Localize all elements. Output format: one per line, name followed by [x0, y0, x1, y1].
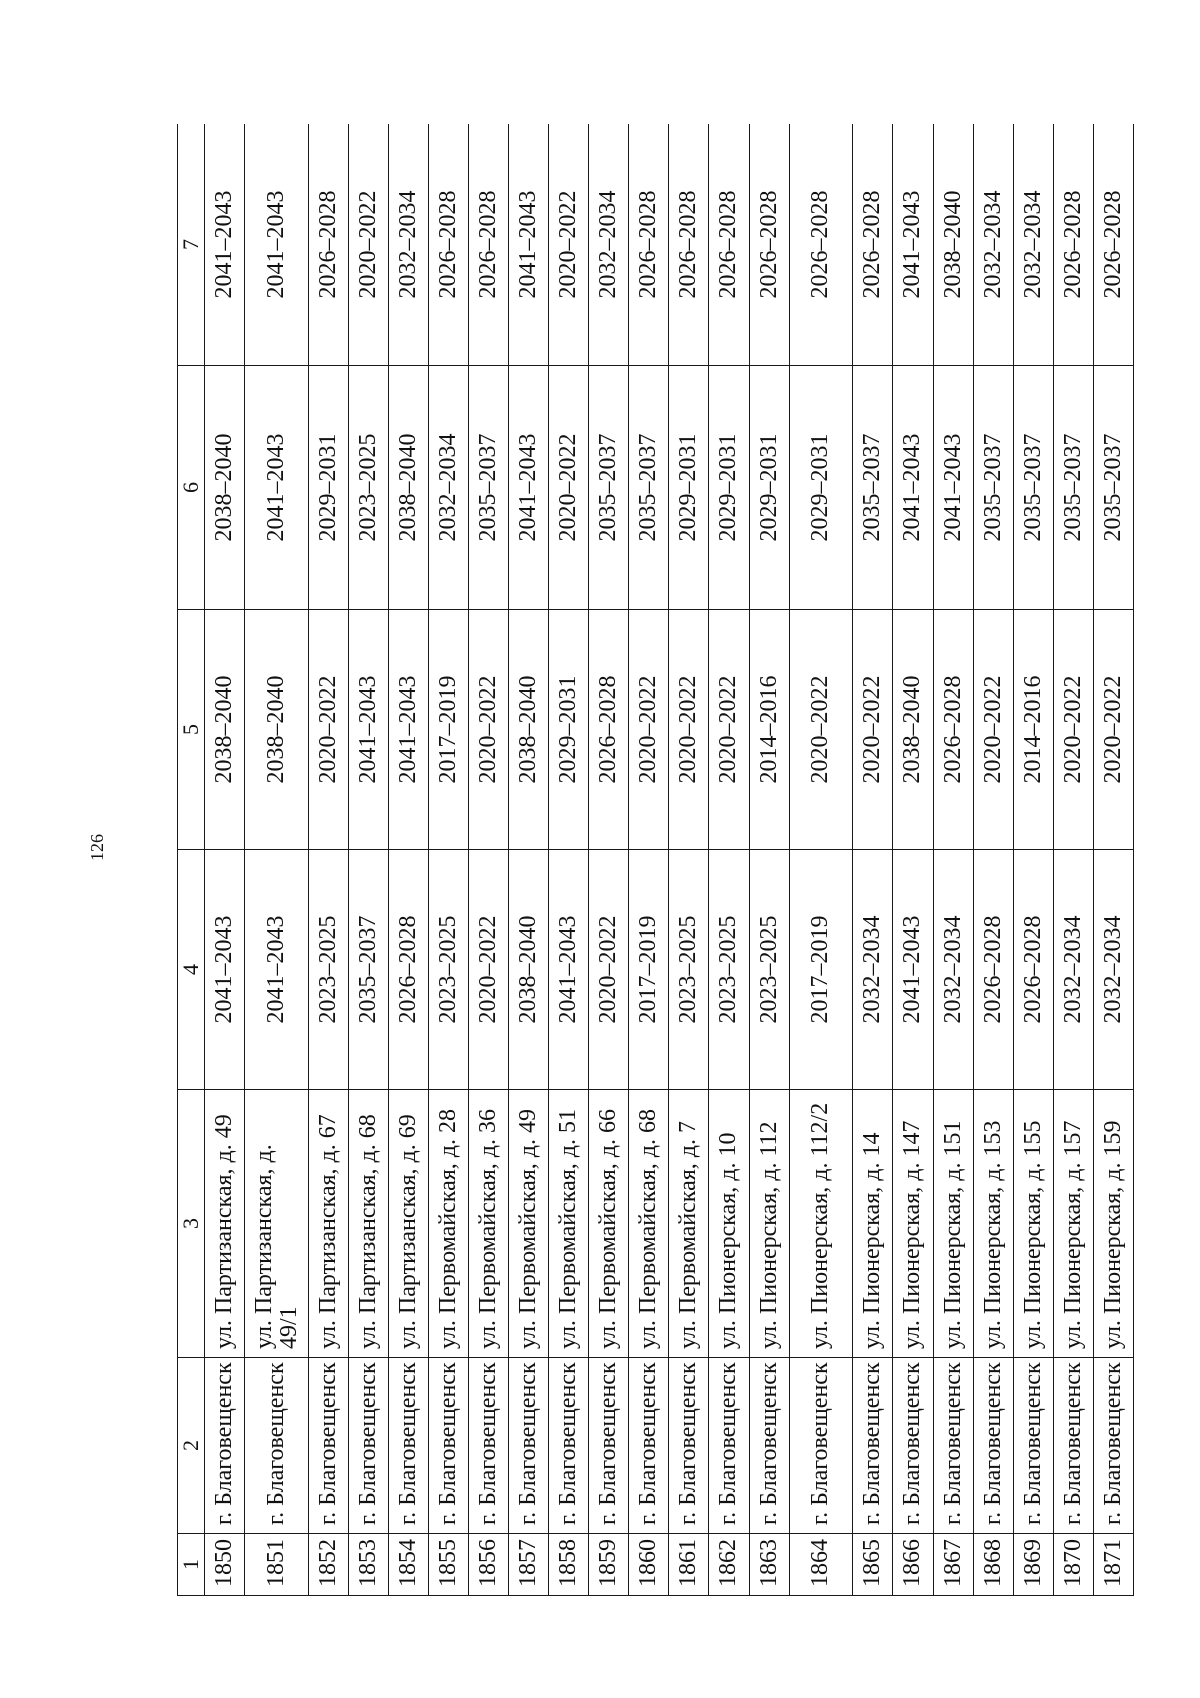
table-cell-period: 2026–2028	[709, 124, 749, 366]
table-cell-period: 2020–2022	[1053, 610, 1093, 850]
table-cell-row-number: 1858	[549, 1534, 589, 1596]
table-cell-period: 2035–2037	[973, 366, 1013, 610]
table-cell-period: 2017–2019	[629, 850, 669, 1090]
table-cell-address: ул. Пионерская, д. 157	[1053, 1090, 1093, 1358]
table-cell-period: 2023–2025	[429, 850, 469, 1090]
column-header: 2	[178, 1358, 205, 1534]
table-cell-period: 2020–2022	[549, 366, 589, 610]
table-cell-period: 2038–2040	[205, 610, 245, 850]
table-cell-period: 2041–2043	[349, 610, 389, 850]
table-cell-row-number: 1859	[589, 1534, 629, 1596]
table-cell-city: г. Благовещенск	[205, 1358, 245, 1534]
table-cell-period: 2035–2037	[349, 850, 389, 1090]
table-cell-row-number: 1860	[629, 1534, 669, 1596]
table-row	[893, 124, 933, 1596]
table-cell-period: 2026–2028	[1053, 124, 1093, 366]
table-cell-city: г. Благовещенск	[549, 1358, 589, 1534]
table-cell-row-number: 1853	[349, 1534, 389, 1596]
table-cell-period: 2026–2028	[669, 124, 709, 366]
table-cell-address: ул. Пионерская, д. 153	[973, 1090, 1013, 1358]
table-cell-city: г. Благовещенск	[589, 1358, 629, 1534]
table-cell-row-number: 1861	[669, 1534, 709, 1596]
table-cell-period: 2029–2031	[549, 610, 589, 850]
table-cell-period: 2038–2040	[245, 610, 309, 850]
table-row	[389, 124, 429, 1596]
column-header: 7	[178, 124, 205, 366]
table-cell-period: 2020–2022	[349, 124, 389, 366]
table-cell-period: 2041–2043	[893, 124, 933, 366]
table-cell-city: г. Благовещенск	[509, 1358, 549, 1534]
table-cell-address: ул. Пионерская, д. 14	[853, 1090, 893, 1358]
table-cell-period: 2020–2022	[308, 610, 348, 850]
table-cell-period: 2014–2016	[1013, 610, 1053, 850]
table-cell-row-number: 1851	[245, 1534, 309, 1596]
table-row	[589, 124, 629, 1596]
table-cell-period: 2041–2043	[245, 850, 309, 1090]
table-cell-period: 2035–2037	[1013, 366, 1053, 610]
table-cell-city: г. Благовещенск	[349, 1358, 389, 1534]
table-cell-period: 2041–2043	[893, 850, 933, 1090]
column-header: 5	[178, 610, 205, 850]
table-row	[789, 124, 853, 1596]
table-cell-period: 2026–2028	[429, 124, 469, 366]
table-cell-period: 2041–2043	[389, 610, 429, 850]
table-cell-period: 2026–2028	[789, 124, 853, 366]
column-header: 1	[178, 1534, 205, 1596]
table-cell-period: 2020–2022	[1093, 610, 1133, 850]
table-cell-period: 2026–2028	[1013, 850, 1053, 1090]
table-row	[973, 124, 1013, 1596]
table-cell-address: ул. Пионерская, д. 147	[893, 1090, 933, 1358]
table-body	[178, 124, 1134, 1596]
table-cell-period: 2035–2037	[629, 366, 669, 610]
table-cell-address: ул. Первомайская, д. 36	[469, 1090, 509, 1358]
table-row	[853, 124, 893, 1596]
table-cell-city: г. Благовещенск	[308, 1358, 348, 1534]
table-cell-period: 2032–2034	[853, 850, 893, 1090]
table-cell-period: 2038–2040	[389, 366, 429, 610]
table-cell-address: ул. Пионерская, д. 159	[1093, 1090, 1133, 1358]
table-cell-row-number: 1866	[893, 1534, 933, 1596]
data-table	[177, 124, 1134, 1596]
table-cell-period: 2041–2043	[549, 850, 589, 1090]
table-cell-period: 2032–2034	[429, 366, 469, 610]
table-cell-city: г. Благовещенск	[1093, 1358, 1133, 1534]
table-cell-period: 2020–2022	[589, 850, 629, 1090]
table-cell-period: 2029–2031	[749, 366, 789, 610]
table-container	[177, 124, 1134, 1596]
table-cell-period: 2023–2025	[669, 850, 709, 1090]
table-cell-address: ул. Первомайская, д. 68	[629, 1090, 669, 1358]
table-cell-period: 2041–2043	[509, 124, 549, 366]
table-cell-period: 2023–2025	[349, 366, 389, 610]
table-cell-city: г. Благовещенск	[789, 1358, 853, 1534]
table-cell-row-number: 1855	[429, 1534, 469, 1596]
table-cell-city: г. Благовещенск	[1013, 1358, 1053, 1534]
table-cell-period: 2023–2025	[308, 850, 348, 1090]
table-cell-period: 2038–2040	[933, 124, 973, 366]
table-cell-row-number: 1852	[308, 1534, 348, 1596]
table-cell-period: 2020–2022	[669, 610, 709, 850]
column-header: 3	[178, 1090, 205, 1358]
table-cell-address: ул. Первомайская, д. 28	[429, 1090, 469, 1358]
table-cell-period: 2041–2043	[205, 124, 245, 366]
table-cell-period: 2035–2037	[1053, 366, 1093, 610]
table-cell-city: г. Благовещенск	[389, 1358, 429, 1534]
table-cell-period: 2014–2016	[749, 610, 789, 850]
table-cell-city: г. Благовещенск	[749, 1358, 789, 1534]
table-cell-period: 2020–2022	[549, 124, 589, 366]
table-cell-period: 2035–2037	[589, 366, 629, 610]
table-cell-period: 2020–2022	[973, 610, 1013, 850]
table-cell-period: 2032–2034	[1013, 124, 1053, 366]
table-cell-address: ул. Партизанская, д. 67	[308, 1090, 348, 1358]
table-cell-period: 2041–2043	[245, 124, 309, 366]
column-header: 6	[178, 366, 205, 610]
table-row	[308, 124, 348, 1596]
table-cell-period: 2026–2028	[853, 124, 893, 366]
table-row	[669, 124, 709, 1596]
table-cell-row-number: 1865	[853, 1534, 893, 1596]
table-cell-period: 2041–2043	[205, 850, 245, 1090]
table-cell-row-number: 1869	[1013, 1534, 1053, 1596]
table-cell-period: 2020–2022	[789, 610, 853, 850]
table-cell-period: 2026–2028	[589, 610, 629, 850]
table-cell-row-number: 1868	[973, 1534, 1013, 1596]
table-cell-city: г. Благовещенск	[629, 1358, 669, 1534]
column-header: 4	[178, 850, 205, 1090]
table-cell-period: 2032–2034	[1093, 850, 1133, 1090]
table-cell-period: 2041–2043	[933, 366, 973, 610]
table-cell-period: 2026–2028	[389, 850, 429, 1090]
table-cell-address: ул. Пионерская, д. 112	[749, 1090, 789, 1358]
table-cell-address: ул. Первомайская, д. 49	[509, 1090, 549, 1358]
table-cell-period: 2041–2043	[509, 366, 549, 610]
table-cell-period: 2017–2019	[789, 850, 853, 1090]
table-cell-period: 2026–2028	[933, 610, 973, 850]
table-cell-period: 2041–2043	[893, 366, 933, 610]
table-cell-period: 2032–2034	[973, 124, 1013, 366]
table-row	[549, 124, 589, 1596]
table-cell-city: г. Благовещенск	[973, 1358, 1013, 1534]
table-cell-row-number: 1871	[1093, 1534, 1133, 1596]
table-cell-period: 2029–2031	[709, 366, 749, 610]
table-header-row	[178, 124, 205, 1596]
table-cell-row-number: 1850	[205, 1534, 245, 1596]
table-row	[349, 124, 389, 1596]
table-cell-city: г. Благовещенск	[469, 1358, 509, 1534]
table-cell-city: г. Благовещенск	[893, 1358, 933, 1534]
table-cell-address: ул. Пионерская, д. 10	[709, 1090, 749, 1358]
table-cell-row-number: 1856	[469, 1534, 509, 1596]
table-row	[629, 124, 669, 1596]
table-cell-period: 2020–2022	[629, 610, 669, 850]
table-row	[1013, 124, 1053, 1596]
table-cell-period: 2023–2025	[749, 850, 789, 1090]
table-cell-address: ул. Первомайская, д. 7	[669, 1090, 709, 1358]
table-cell-period: 2029–2031	[669, 366, 709, 610]
table-row	[429, 124, 469, 1596]
table-cell-address: ул. Партизанская, д. 49	[205, 1090, 245, 1358]
table-cell-address: ул. Пионерская, д. 112/2	[789, 1090, 853, 1358]
table-cell-row-number: 1863	[749, 1534, 789, 1596]
table-cell-period: 2023–2025	[709, 850, 749, 1090]
table-cell-period: 2020–2022	[853, 610, 893, 850]
table-cell-period: 2035–2037	[1093, 366, 1133, 610]
table-cell-address: ул. Первомайская, д. 51	[549, 1090, 589, 1358]
table-cell-period: 2032–2034	[389, 124, 429, 366]
table-cell-period: 2026–2028	[749, 124, 789, 366]
table-cell-address: ул. Партизанская, д. 68	[349, 1090, 389, 1358]
table-cell-period: 2029–2031	[308, 366, 348, 610]
table-cell-period: 2041–2043	[245, 366, 309, 610]
table-cell-address: ул. Пионерская, д. 151	[933, 1090, 973, 1358]
table-cell-address: ул. Партизанская, д. 49/1	[245, 1090, 309, 1358]
table-cell-period: 2020–2022	[469, 610, 509, 850]
table-cell-period: 2026–2028	[973, 850, 1013, 1090]
table-cell-address: ул. Пионерская, д. 155	[1013, 1090, 1053, 1358]
table-row	[245, 124, 309, 1596]
table-cell-period: 2020–2022	[469, 850, 509, 1090]
table-cell-city: г. Благовещенск	[933, 1358, 973, 1534]
table-cell-row-number: 1857	[509, 1534, 549, 1596]
table-cell-address: ул. Партизанская, д. 69	[389, 1090, 429, 1358]
table-row	[933, 124, 973, 1596]
table-row	[709, 124, 749, 1596]
table-cell-period: 2026–2028	[308, 124, 348, 366]
table-cell-period: 2032–2034	[1053, 850, 1093, 1090]
table-cell-period: 2026–2028	[469, 124, 509, 366]
table-row	[509, 124, 549, 1596]
table-cell-city: г. Благовещенск	[429, 1358, 469, 1534]
table-cell-city: г. Благовещенск	[1053, 1358, 1093, 1534]
table-cell-row-number: 1864	[789, 1534, 853, 1596]
table-cell-period: 2017–2019	[429, 610, 469, 850]
table-cell-city: г. Благовещенск	[853, 1358, 893, 1534]
table-cell-row-number: 1867	[933, 1534, 973, 1596]
table-cell-address: ул. Первомайская, д. 66	[589, 1090, 629, 1358]
table-row	[469, 124, 509, 1596]
rotated-table-frame	[177, 124, 1134, 1596]
table-cell-period: 2032–2034	[933, 850, 973, 1090]
table-cell-period: 2035–2037	[469, 366, 509, 610]
page-number: 126	[87, 834, 107, 861]
table-cell-city: г. Благовещенск	[709, 1358, 749, 1534]
table-cell-period: 2038–2040	[509, 850, 549, 1090]
table-cell-row-number: 1862	[709, 1534, 749, 1596]
table-cell-period: 2038–2040	[509, 610, 549, 850]
table-cell-period: 2026–2028	[629, 124, 669, 366]
table-row	[1093, 124, 1133, 1596]
table-cell-city: г. Благовещенск	[669, 1358, 709, 1534]
table-cell-period: 2038–2040	[893, 610, 933, 850]
table-cell-period: 2038–2040	[205, 366, 245, 610]
table-cell-period: 2029–2031	[789, 366, 853, 610]
table-cell-period: 2026–2028	[1093, 124, 1133, 366]
table-row	[749, 124, 789, 1596]
table-cell-period: 2020–2022	[709, 610, 749, 850]
table-cell-row-number: 1870	[1053, 1534, 1093, 1596]
table-row	[1053, 124, 1093, 1596]
table-cell-period: 2032–2034	[589, 124, 629, 366]
table-cell-period: 2035–2037	[853, 366, 893, 610]
table-cell-city: г. Благовещенск	[245, 1358, 309, 1534]
table-cell-row-number: 1854	[389, 1534, 429, 1596]
table-row	[205, 124, 245, 1596]
